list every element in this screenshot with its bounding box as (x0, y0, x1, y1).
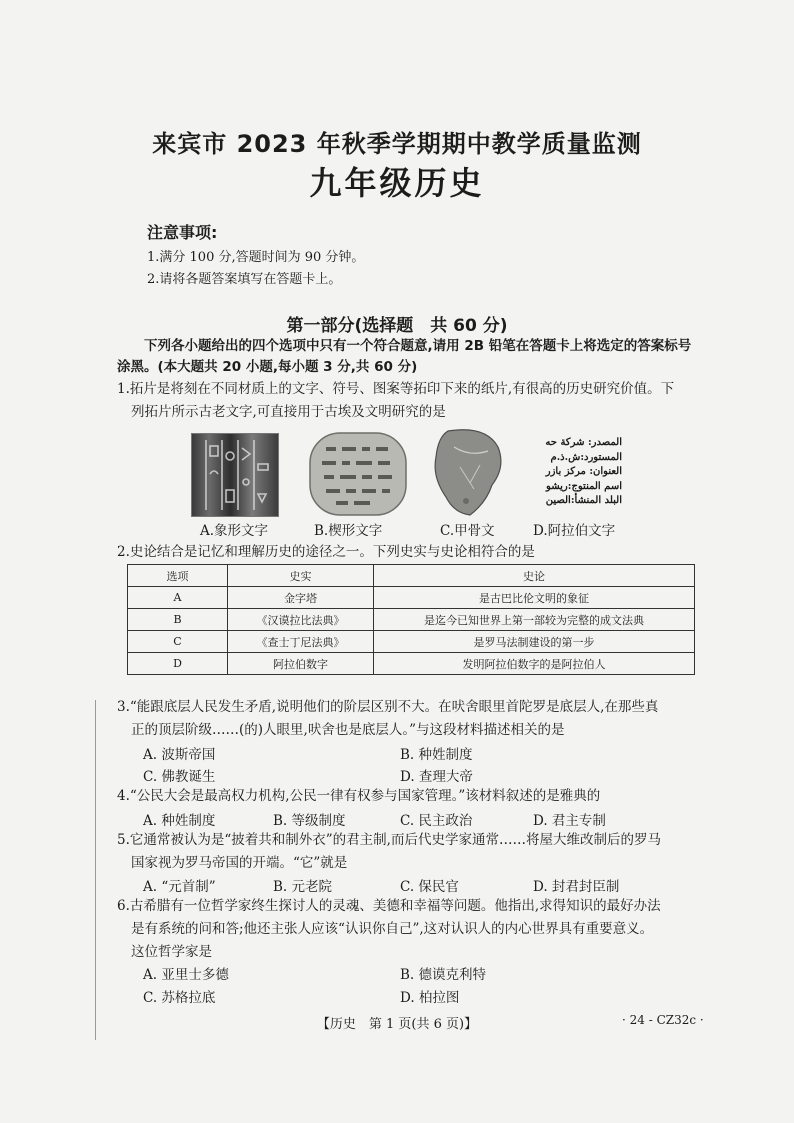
option-c: C. 保民官 (400, 879, 459, 895)
question-stem: 2.史论结合是记忆和理解历史的途径之一。下列史实与史论相符合的是 (117, 544, 535, 560)
option-d: D. 柏拉图 (400, 990, 460, 1006)
option-b: B. 元老院 (273, 879, 333, 895)
table-cell: 是迄今已知世界上第一部较为完整的成文法典 (374, 609, 695, 631)
option-c: C.甲骨文 (440, 523, 495, 539)
table-header-row (128, 565, 695, 587)
oracle-bone-image (430, 427, 506, 519)
arabic-line: البلد المنشأ:الصين (545, 495, 622, 506)
table-cell: 《汉谟拉比法典》 (228, 609, 374, 631)
arabic-line: المستورد:ش.ذ.م (550, 451, 622, 463)
table-header: 史实 (228, 565, 374, 587)
question-5 (117, 829, 697, 875)
arabic-text-sample (530, 436, 622, 509)
exam-title: 来宾市 2023 年秋季学期期中教学质量监测 (152, 130, 642, 158)
option-a: A. 波斯帝国 (143, 747, 216, 763)
table-row (128, 653, 695, 675)
arabic-line: اسم المنتوج:ريشو (546, 480, 622, 492)
option-c: C. 苏格拉底 (143, 990, 216, 1006)
option-d: D.阿拉伯文字 (533, 523, 616, 539)
table-header: 选项 (128, 565, 228, 587)
exam-subject: 九年级历史 (309, 164, 485, 202)
page-edge-line (95, 700, 96, 1040)
question-stem: 正的顶层阶级……(的)人眼里,吠舍也是底层人。”与这段材料描述相关的是 (131, 722, 565, 738)
part1-heading: 第一部分(选择题 共 60 分) (286, 316, 508, 336)
option-c: C. 佛教诞生 (143, 769, 216, 785)
hieroglyph-rubbing-image (191, 433, 279, 517)
table-cell: D (128, 653, 228, 675)
history-table (127, 564, 695, 675)
question-stem: 3.“能跟底层人民发生矛盾,说明他们的阶层区别不大。在吠舍眼里首陀罗是底层人,在那些真 (117, 699, 659, 715)
option-d: D. 封君封臣制 (533, 879, 620, 895)
oracle-bone-icon (430, 427, 506, 519)
notice-item: 2.请将各题答案填写在答题卡上。 (147, 272, 342, 287)
table-cell: B (128, 609, 228, 631)
question-stem: 4.“公民大会是最高权力机构,公民一律有权参与国家管理。”该材料叙述的是雅典的 (117, 788, 601, 804)
question-2 (117, 541, 697, 564)
part1-instructions: 下列各小题给出的四个选项中只有一个符合题意,请用 2B 铅笔在答题卡上将选定的答案标号涂黑。(本大题共 20 小题,每小题 3 分,共 60 分) (117, 338, 692, 375)
option-d: D. 查理大帝 (400, 769, 473, 785)
option-a: A. “元首制” (143, 879, 216, 895)
question-3 (117, 696, 697, 742)
hieroglyph-pattern-icon (192, 434, 278, 516)
option-a: A. 种姓制度 (143, 813, 216, 829)
table-cell: 金字塔 (228, 587, 374, 609)
question-stem: 列拓片所示古老文字,可直接用于古埃及文明研究的是 (131, 404, 446, 420)
option-b: B. 德谟克利特 (400, 967, 487, 983)
table-cell: 是罗马法制建设的第一步 (374, 631, 695, 653)
question-stem: 6.古希腊有一位哲学家终生探讨人的灵魂、美德和幸福等问题。他指出,求得知识的最好办法 (117, 898, 661, 914)
question-stem: 1.拓片是将刻在不同材质上的文字、符号、图案等拓印下来的纸片,有很高的历史研究价值。下 (117, 381, 675, 397)
table-row (128, 587, 695, 609)
table-cell: A (128, 587, 228, 609)
paper-code: · 24 - CZ32c · (622, 1013, 704, 1027)
cuneiform-tablet-image (306, 429, 410, 519)
arabic-line: المصدر: شركة حه (545, 437, 622, 448)
table-cell: C (128, 631, 228, 653)
page-footer: 【历史 第 1 页(共 6 页)】 (316, 1017, 478, 1032)
option-d: D. 君主专制 (533, 813, 606, 829)
cuneiform-tablet-icon (306, 429, 410, 519)
table-row (128, 609, 695, 631)
table-cell: 《查士丁尼法典》 (228, 631, 374, 653)
option-a: A. 亚里士多德 (143, 967, 229, 983)
notice-heading: 注意事项: (147, 223, 218, 242)
question-stem: 是有系统的问和答;他还主张人应该“认识你自己”,这对认识人的内心世界具有重要意义。 (131, 921, 654, 937)
question-stem: 国家视为罗马帝国的开端。“它”就是 (131, 855, 348, 871)
table-cell: 发明阿拉伯数字的是阿拉伯人 (374, 653, 695, 675)
table-row (128, 631, 695, 653)
question-4 (117, 785, 697, 808)
option-a: A.象形文字 (200, 523, 269, 539)
table-header: 史论 (374, 565, 695, 587)
question-stem: 这位哲学家是 (131, 944, 212, 960)
question-6 (117, 895, 697, 964)
table-cell: 是古巴比伦文明的象征 (374, 587, 695, 609)
option-b: B.楔形文字 (314, 523, 383, 539)
option-b: B. 种姓制度 (400, 747, 473, 763)
option-c: C. 民主政治 (400, 813, 473, 829)
table-cell: 阿拉伯数字 (228, 653, 374, 675)
option-b: B. 等级制度 (273, 813, 346, 829)
notice-item: 1.满分 100 分,答题时间为 90 分钟。 (147, 250, 365, 265)
question-1 (117, 378, 697, 424)
question-stem: 5.它通常被认为是“披着共和制外衣”的君主制,而后代史学家通常……将屋大维改制后的罗马 (117, 832, 661, 848)
arabic-line: العنوان: مركز بازر (545, 466, 622, 477)
